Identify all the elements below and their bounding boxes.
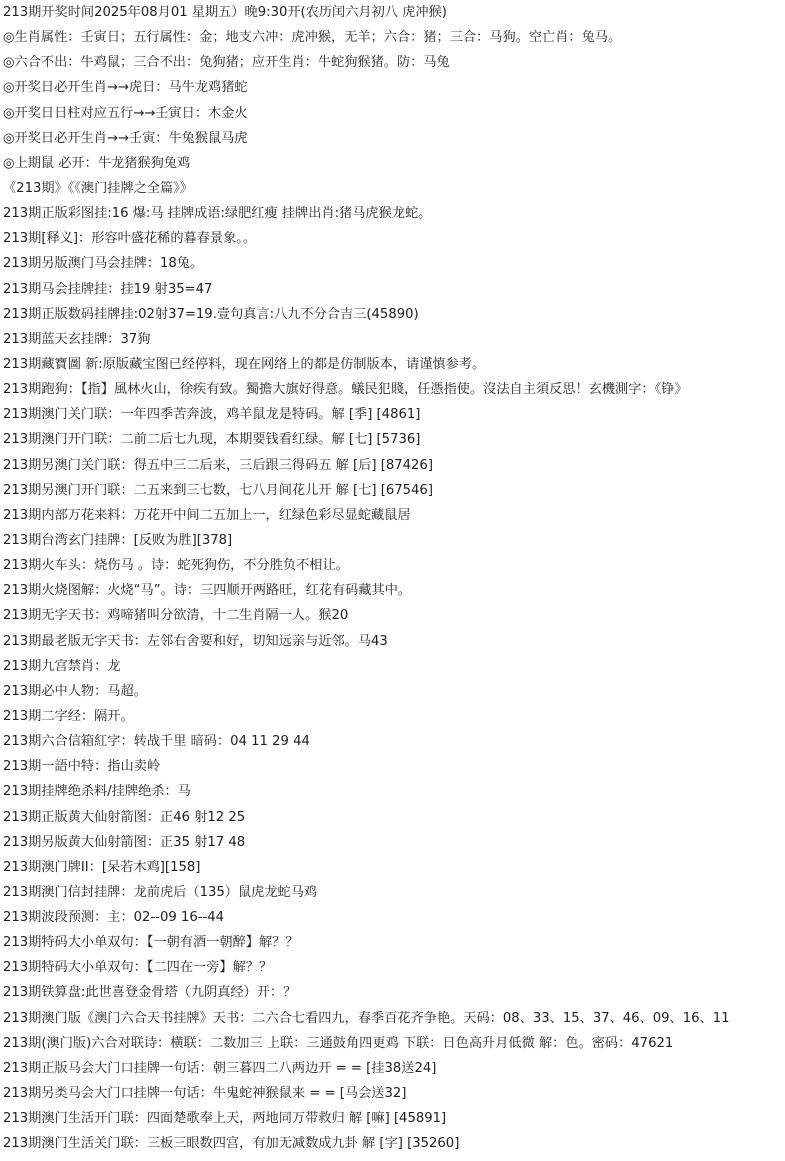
text-line: 213期澳门生活开门联：四面楚歌奉上天，两地同万带救归 解 [嘛] [45891] (3, 1111, 447, 1127)
text-line: 213期特码大小单双句：【一朝有酒一朝醉】解？？ (3, 935, 299, 951)
text-line: 213期铁算盘:此世喜登金骨塔（九阴真经）开：？ (3, 985, 297, 1001)
text-line: 213期无字天书：鸡啼猪叫分欲清，十二生肖隔一人。猴20 (3, 608, 349, 624)
text-line: 213期开奖时间2025年08月01 星期五）晚9:30开(农历闰六月初八 虎冲猴) (3, 5, 447, 20)
text-line: 213期六合信箱紅字：转战千里 暗码：04 11 29 44 (3, 734, 310, 750)
text-line: 《213期》《《澳门挂牌之全篇》》 (3, 180, 193, 196)
text-line: 213期澳门开门联：二前二后七九现，本期要钱看红绿。解 [七] [5736] (3, 432, 421, 448)
text-line: 213期(澳门版)六合对联诗：横联：二数加三 上联：三通鼓角四更鸡 下联：日色高升月低微 解：色。密码：47621 (3, 1035, 674, 1051)
text-line: 213期另版澳门马会挂牌：18兔。 (3, 256, 204, 272)
text-line: 213期必中人物：马超。 (3, 683, 147, 699)
text-line: 213期一語中特：指山卖岭 (3, 759, 161, 775)
text-line: 213期正版数码挂牌挂:02射37=19.壹句真言:八九不分合吉三(45890) (3, 306, 419, 322)
text-line: 213期火烧图解：火烧“马”。诗：三四顺开两路旺，红花有码藏其中。 (3, 583, 412, 599)
text-line: ◎生肖属性：壬寅日；五行属性：金；地支六冲：虎冲猴，无羊；六合：猪；三合：马狗。空亡肖：兔马。 (3, 30, 622, 46)
text-line: 213期藏寶圖 新:原版藏宝图已经停料，现在网络上的都是仿制版本，请谨慎参考。 (3, 356, 486, 372)
text-line: ◎六合不出：牛鸡鼠；三合不出：兔狗猪；应开生肖：牛蛇狗猴猪。防：马兔 (3, 55, 450, 71)
text-line: 213期挂牌绝杀料/挂牌绝杀：马 (3, 784, 191, 800)
text-line: 213期九宫禁肖：龙 (3, 658, 121, 674)
text-line: 213期正版黄大仙射箭图：正46 射12 25 (3, 809, 246, 825)
text-line: 213期澳门关门联：一年四季苦奔波，鸡羊鼠龙是特码。解 [季] [4861] (3, 407, 421, 423)
text-line: 213期澳门牌II：[呆若木鸡][158] (3, 859, 201, 875)
text-line: ◎开奖日必开生肖→→虎日：马牛龙鸡猪蛇 (3, 80, 248, 96)
text-line: 213期澳门生活关门联：三板三眼数四宫，有加无减数成九卦 解 [字] [35260] (3, 1136, 460, 1152)
text-line: 213期另类马会大门口挂牌一句话：牛鬼蛇神猴鼠来 = = [马会送32] (3, 1086, 407, 1102)
text-line: 213期火车头：烧伤马 。诗：蛇死狗伤，不分胜负不相让。 (3, 558, 349, 574)
text-line: 213期另版黄大仙射箭图：正35 射17 48 (3, 834, 246, 850)
text-line: ◎上期鼠 必开：牛龙猪猴狗兔鸡 (3, 155, 191, 171)
text-line: 213期台湾玄门挂牌：[反败为胜][378] (3, 532, 233, 548)
text-line: 213期二字经：隔开。 (3, 708, 134, 724)
text-line: 213期另澳门开门联：二五来到三七数，七八月间花儿开 解 [七] [67546] (3, 482, 433, 498)
text-line: 213期最老版无字天书：左邻右舍要和好，切知远亲与近邻。马43 (3, 633, 388, 649)
text-line: ◎开奖日必开生肖→→壬寅：牛兔猴鼠马虎 (3, 130, 248, 146)
text-line: 213期澳门版《澳门六合天书挂牌》天书：二六合七看四九，春季百花齐争艳。天码：08、33、15、37、46、09、16、11 (3, 1010, 730, 1026)
text-line: 213期澳门信封挂牌：龙前虎后（135）鼠虎龙蛇马鸡 (3, 884, 318, 900)
text-line: 213期[释义]：形容叶盛花稀的暮春景象。。 (3, 231, 257, 247)
text-line: 213期内部万花来料：万花开中间二五加上一，红绿色彩尽显蛇藏鼠居 (3, 507, 411, 523)
text-line: ◎开奖日日柱对应五行→→壬寅日：木金火 (3, 105, 248, 121)
text-line: 213期特码大小单双句：【二四在一旁】解？？ (3, 960, 273, 976)
text-line: 213期波段预测：主：02--09 16--44 (3, 910, 225, 926)
text-line: 213期跑狗：【指】風林火山，徐疾有致。獨擔大旗好得意。蟻民犯賤，任憑指使。沒法自主須反思！玄機測字：《铮》 (3, 382, 688, 398)
text-line: 213期正版马会大门口挂牌一句话：朝三暮四二八两边开 = = [挂38送24] (3, 1060, 437, 1076)
text-line: 213期蓝天玄挂牌：37狗 (3, 331, 151, 347)
text-line: 213期另澳门关门联：得五中三二后来，三后跟三得码五 解 [后] [87426] (3, 457, 433, 473)
text-line: 213期马会挂牌挂：挂19 射35=47 (3, 281, 213, 297)
text-line: 213期正版彩图挂:16 爆:马 挂牌成语:绿肥红瘦 挂牌出肖:猪马虎猴龙蛇。 (3, 206, 432, 222)
